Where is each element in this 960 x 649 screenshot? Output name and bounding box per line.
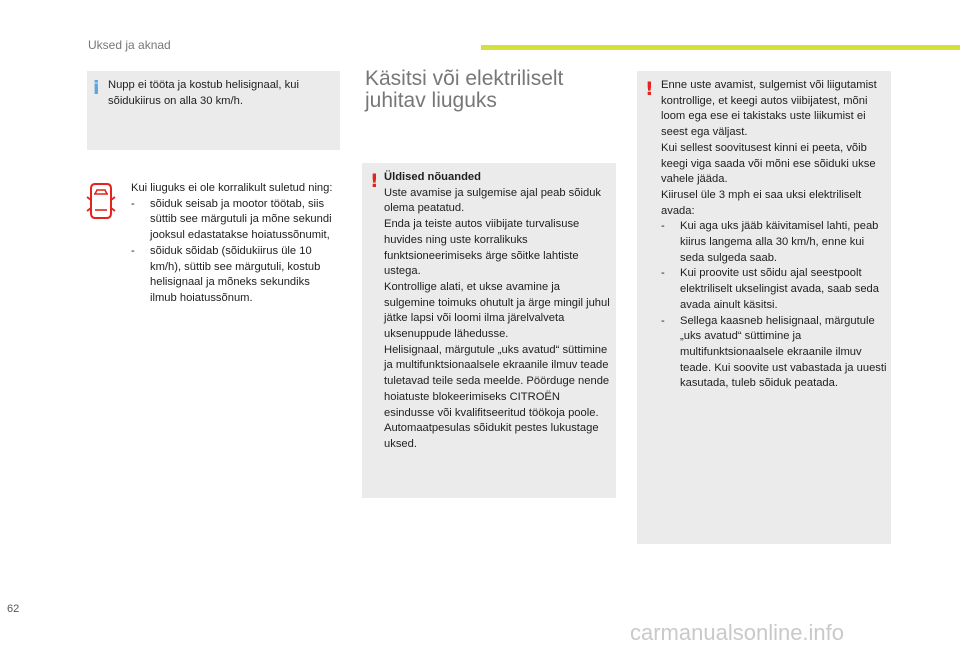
dash: - [131, 197, 135, 210]
info-icon: i [93, 77, 100, 99]
paragraph: Enda ja teiste autos viibijate turvalisuse huvides ning uste korralikuks funktsioneerimiseks ärge sõitke lahtiste ustega. [384, 218, 580, 278]
general-advice-text [384, 170, 610, 453]
watermark: carmanualsonline.info [630, 620, 845, 645]
door-warning-intro: Kui liuguks ei ole korralikult suletud ning: [131, 182, 333, 194]
section-title: Käsitsi või elektriliselt juhitav liuguks [365, 67, 564, 112]
info-text: Nupp ei tööta ja kostub helisignaal, kui sõidukiirus on alla 30 km/h. [108, 79, 299, 107]
list-item [661, 314, 889, 393]
paragraph: Kui sellest soovitusest kinni ei peeta, võib keegi viga saada või mõni ese sõiduki ukse vahele jääda. [661, 141, 876, 186]
door-open-warning-lamp-icon [86, 180, 116, 222]
dash: - [131, 244, 135, 257]
list-item [131, 197, 339, 244]
dash: - [661, 267, 665, 280]
paragraph: Helisignaal, märgutule „uks avatud“ süttimine ja multifunktsionaalsele ekraanile ilmuv teade tuletavad teile seda meelde. Pöörduge nende hoiatuste blokeerimiseks CITROËN esindusse või kvalifitseeritud töökoja poole. [384, 343, 610, 419]
warning-icon: ! [370, 170, 379, 192]
paragraph: Uste avamise ja sulgemise ajal peab sõiduk olema peatatud. [384, 186, 602, 215]
dash: - [661, 314, 665, 327]
paragraph: Enne uste avamist, sulgemist või liigutamist kontrollige, et keegi autos viibijatest, mõni loom ega ese ei takistaks uste liikumist ei seest ega väljast. [661, 79, 877, 139]
door-warning-text [131, 181, 339, 307]
general-advice-heading: Üldised nõuanded [384, 171, 481, 183]
warning-icon: ! [645, 78, 654, 100]
list-item [131, 244, 339, 307]
list-item-text: Sellega kaasneb helisignaal, märgutule „uks avatud“ süttimine ja multifunktsionaalsele ekraanile ilmuv teade. Kui soovite ust vabastada ja uuesti kasutada, tuleb sõiduk peatada. [680, 314, 887, 390]
warning-box-text [661, 78, 889, 392]
warning-list [661, 219, 889, 392]
list-item-text: sõiduk seisab ja mootor töötab, siis süttib see märgutuli ja mõne sekundi jooksul edastatakse hoiatussõnumit, [150, 197, 332, 242]
list-item-text: Kui aga uks jääb käivitamisel lahti, peab kiirus langema alla 30 km/h, enne kui seda sulgeda saab. [680, 220, 879, 264]
paragraph: Kiirusel üle 3 mph ei saa uksi elektriliselt avada: [661, 188, 862, 217]
page-number: 62 [7, 603, 20, 615]
list-item-text: Kui proovite ust sõidu ajal seestpoolt elektriliselt ukselingist avada, saab seda avada ainult käsitsi. [680, 267, 879, 311]
list-item [661, 266, 889, 313]
paragraph: Kontrollige alati, et ukse avamine ja sulgemine toimuks ohutult ja ärge mingil juhul jätke lapsi või loomi ilma järelvalveta uksenuppude lähedusse. [384, 280, 610, 341]
dash: - [661, 220, 665, 233]
info-box-text [108, 78, 333, 109]
list-item-text: sõiduk sõidab (sõidukiirus üle 10 km/h), süttib see märgutuli, kostub helisignaal ja mõneks sekundiks ilmub hoiatussõnum. [150, 244, 321, 304]
paragraph: Automaatpesulas sõidukit pestes lukustage uksed. [384, 422, 599, 450]
chapter-title: Uksed ja aknad [88, 38, 171, 52]
chapter-accent-bar [481, 45, 960, 50]
list-item [661, 219, 889, 266]
door-warning-list [131, 197, 339, 307]
